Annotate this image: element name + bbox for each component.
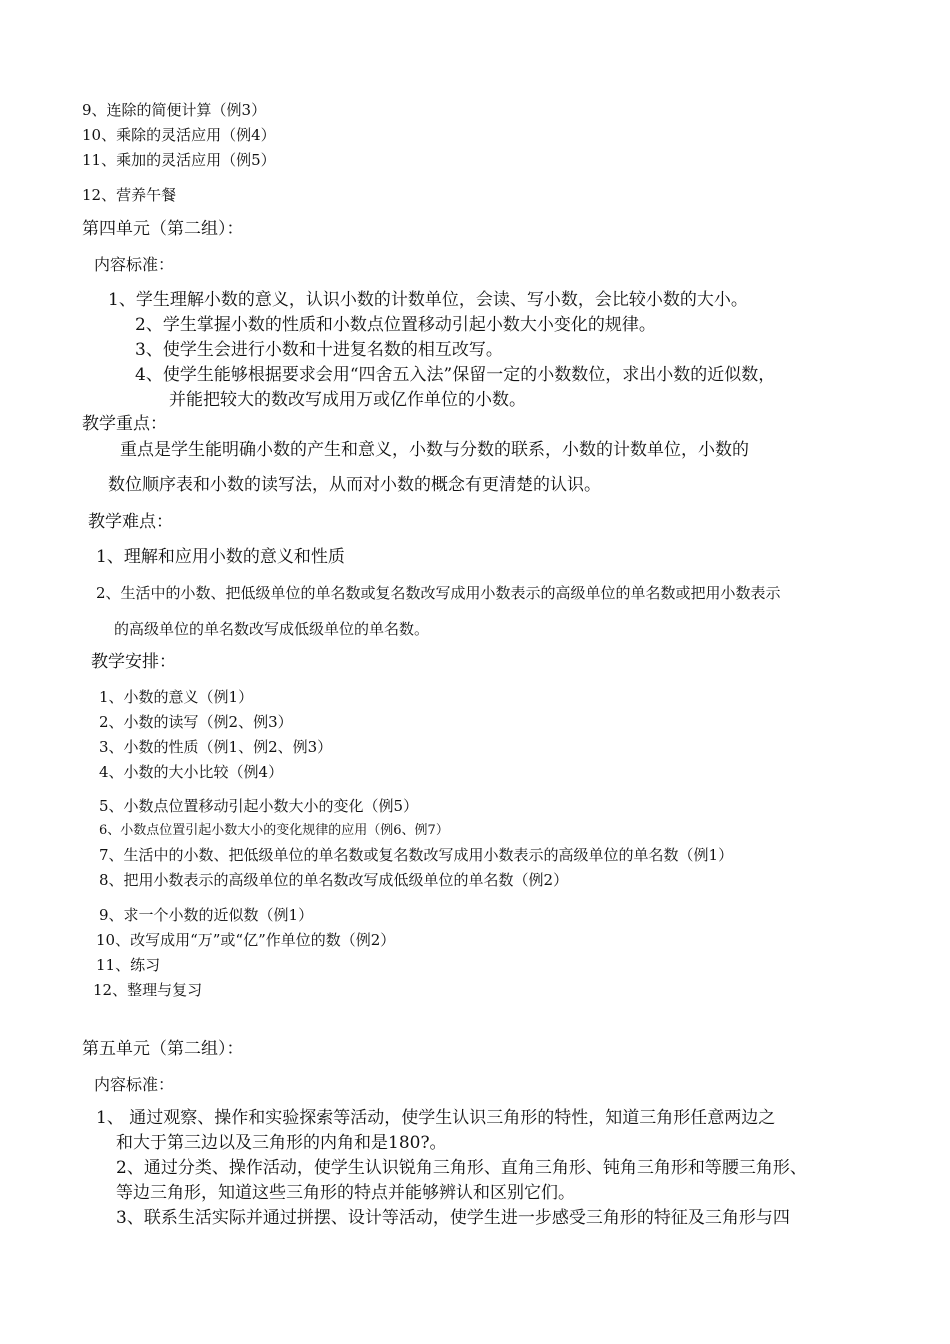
section-heading: 第五单元（第二组）：: [82, 1039, 244, 1059]
standard-item: 1、学生理解小数的意义，认识小数的计数单位，会读、写小数，会比较小数的大小。: [108, 290, 748, 310]
difficulty-item-continuation: 的高级单位的单名数改写成低级单位的单名数。: [114, 620, 430, 638]
difficulty-item: 1、理解和应用小数的意义和性质: [96, 547, 345, 567]
section-heading: 第四单元（第二组）：: [82, 219, 244, 239]
section-label: 教学重点：: [82, 414, 167, 434]
arrangement-item: 2、小数的读写（例2、例3）: [99, 713, 293, 731]
section-label: 教学难点：: [88, 512, 173, 532]
arrangement-item: 8、把用小数表示的高级单位的单名数改写成低级单位的单名数（例2）: [99, 871, 569, 889]
standard-item: 4、使学生能够根据要求会用“四舍五入法”保留一定的小数数位，求出小数的近似数，: [135, 365, 776, 385]
paragraph-line: 数位顺序表和小数的读写法，从而对小数的概念有更清楚的认识。: [108, 475, 601, 495]
standard-item-continuation: 等边三角形，知道这些三角形的特点并能够辨认和区别它们。: [116, 1183, 575, 1203]
arrangement-item: 6、小数点位置引起小数大小的变化规律的应用（例6、例7）: [99, 823, 449, 838]
paragraph-line: 重点是学生能明确小数的产生和意义，小数与分数的联系，小数的计数单位，小数的: [120, 440, 749, 460]
standard-item-continuation: 和大于第三边以及三角形的内角和是180?。: [116, 1133, 447, 1153]
arrangement-item: 12、整理与复习: [93, 981, 203, 999]
arrangement-item: 5、小数点位置移动引起小数大小的变化（例5）: [99, 797, 419, 815]
arrangement-item: 9、求一个小数的近似数（例1）: [99, 906, 314, 924]
list-item: 10、乘除的灵活应用（例4）: [82, 126, 276, 144]
standard-item: 1、 通过观察、操作和实验探索等活动，使学生认识三角形的特性，知道三角形任意两边之: [96, 1108, 776, 1128]
list-item: 12、营养午餐: [82, 186, 177, 204]
standard-item: 3、联系生活实际并通过拼摆、设计等活动，使学生进一步感受三角形的特征及三角形与四: [116, 1208, 790, 1228]
standard-item: 3、使学生会进行小数和十进复名数的相互改写。: [135, 340, 503, 360]
arrangement-item: 4、小数的大小比较（例4）: [99, 763, 284, 781]
standard-item: 2、学生掌握小数的性质和小数点位置移动引起小数大小变化的规律。: [135, 315, 656, 335]
difficulty-item: 2、生活中的小数、把低级单位的单名数或复名数改写成用小数表示的高级单位的单名数或把用小数表示: [96, 584, 781, 602]
arrangement-item: 10、改写成用“万”或“亿”作单位的数（例2）: [96, 931, 396, 949]
section-label: 内容标准：: [94, 1075, 175, 1094]
arrangement-item: 7、生活中的小数、把低级单位的单名数或复名数改写成用小数表示的高级单位的单名数（例1）: [99, 846, 734, 864]
list-item: 9、连除的简便计算（例3）: [82, 101, 267, 119]
standard-item-continuation: 并能把较大的数改写成用万或亿作单位的小数。: [169, 390, 526, 410]
section-label: 内容标准：: [94, 255, 175, 274]
section-label: 教学安排：: [91, 652, 176, 672]
arrangement-item: 3、小数的性质（例1、例2、例3）: [99, 738, 333, 756]
arrangement-item: 1、小数的意义（例1）: [99, 688, 254, 706]
list-item: 11、乘加的灵活应用（例5）: [82, 151, 276, 169]
standard-item: 2、通过分类、操作活动，使学生认识锐角三角形、直角三角形、钝角三角形和等腰三角形、: [116, 1158, 807, 1178]
arrangement-item: 11、练习: [96, 956, 161, 974]
